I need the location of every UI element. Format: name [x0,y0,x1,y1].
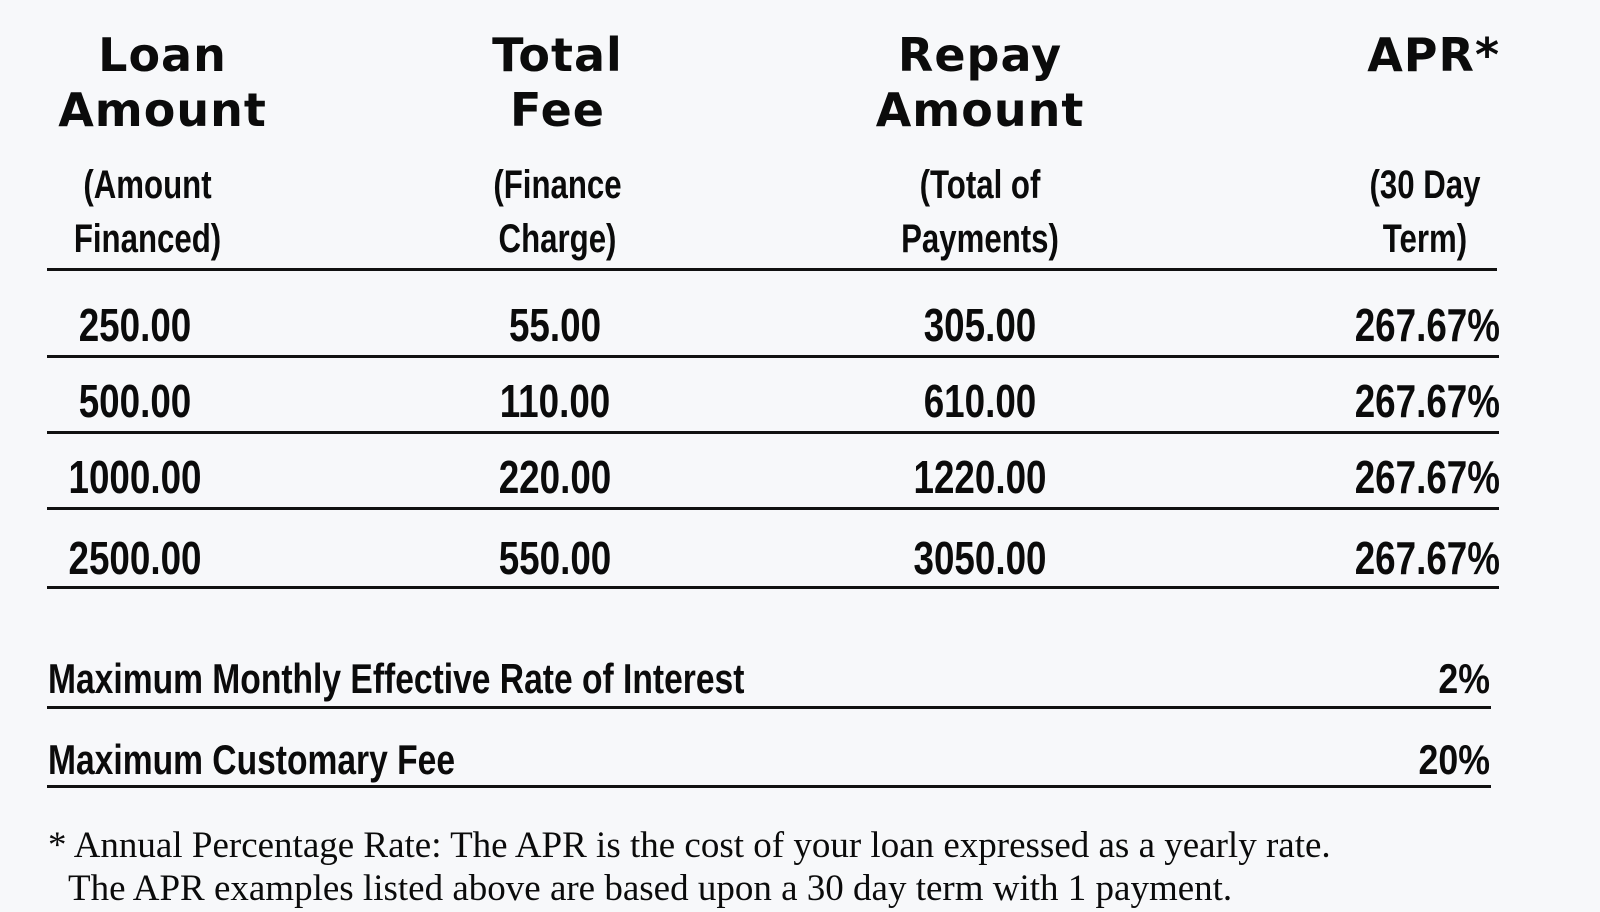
cell-repay-amount: 3050.00 [913,532,1047,584]
cell-loan-amount: 1000.00 [68,451,202,503]
cell-apr: 267.67% [1354,375,1500,427]
note-rule [47,706,1491,709]
row-rule [47,507,1499,510]
header-title-line1: Total [492,28,623,82]
cell-repay-amount: 610.00 [923,375,1037,427]
cell-total-fee: 55.00 [508,299,602,351]
header-title-line2: Amount [58,83,267,137]
footnote-line2: The APR examples listed above are based upon a 30 day term with 1 payment. [68,868,1233,909]
cell-loan-amount: 2500.00 [68,532,202,584]
subheader-line1: (30 Day [1369,163,1481,207]
subheader-line1: (Amount [83,163,212,207]
table-bottom-rule [47,586,1499,589]
cell-loan-amount: 250.00 [78,299,192,351]
max-monthly-rate-label: Maximum Monthly Effective Rate of Interest [48,655,745,702]
header-apr [1335,28,1520,83]
cell-total-fee: 220.00 [498,451,612,503]
header-title-line1: Loan [98,28,227,82]
row-rule [47,355,1499,358]
cell-loan-amount: 500.00 [78,375,192,427]
header-repay-amount [840,28,1120,138]
row-rule [47,431,1499,434]
note-rule [47,785,1491,788]
cell-total-fee: 110.00 [499,375,611,427]
subheader-amount-financed [40,158,255,266]
header-rule [47,268,1497,271]
header-loan-amount [30,28,295,138]
header-title-line2: Amount [875,83,1085,137]
max-monthly-rate-value: 2% [1438,655,1490,702]
cell-total-fee: 550.00 [498,532,612,584]
cell-repay-amount: 305.00 [923,299,1037,351]
subheader-line2: Term) [1382,217,1468,261]
subheader-finance-charge [450,158,665,266]
subheader-line2: Charge) [498,217,617,261]
subheader-line2: Financed) [73,217,222,261]
cell-apr: 267.67% [1354,532,1500,584]
header-title-line2: Fee [510,83,605,137]
subheader-line2: Payments) [901,217,1059,261]
cell-repay-amount: 1220.00 [913,451,1047,503]
header-title-line1: Repay [897,28,1063,82]
subheader-line1: (Total of [919,163,1041,207]
cell-apr: 267.67% [1354,299,1500,351]
header-title-line2: APR* [1367,28,1500,82]
subheader-30-day-term [1325,158,1525,266]
cell-apr: 267.67% [1354,451,1500,503]
subheader-total-of-payments [860,158,1100,266]
footnote-line1: * Annual Percentage Rate: The APR is the cost of your loan expressed as a yearly rate. [48,825,1331,866]
header-total-fee [430,28,685,138]
subheader-line1: (Finance [493,163,622,207]
max-customary-fee-value: 20% [1418,736,1490,783]
max-customary-fee-label: Maximum Customary Fee [48,736,456,783]
